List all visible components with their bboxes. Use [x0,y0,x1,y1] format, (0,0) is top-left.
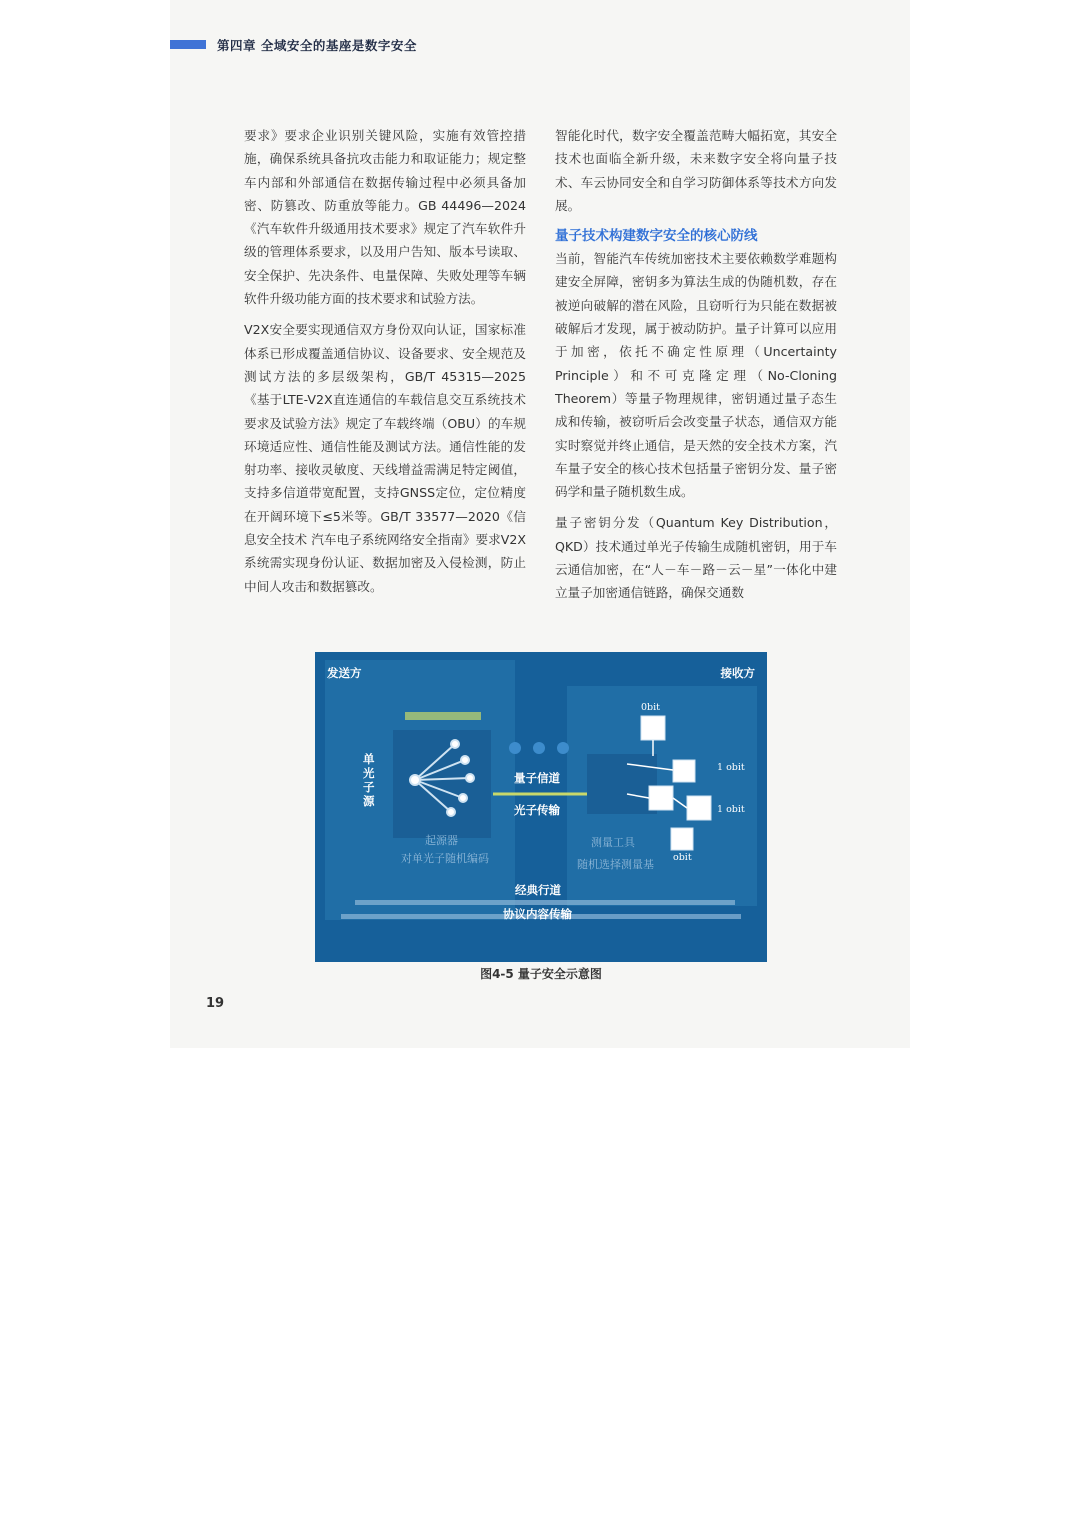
qubit-right-label-1: 1 obit [717,762,745,773]
right-paragraph-2: 当前，智能汽车传统加密技术主要依赖数学难题构建安全屏障，密钥多为算法生成的伪随机数，存在被逆向破解的潜在风险，且窃听行为只能在数据被破解后才发现，属于被动防护。量子计算可以应用于加密，依托不确定性原理（Uncertainty Principle）和不可克隆定理（No-Cloning Theorem）等量子物理规律，密钥通过量子态生成和传输，被窃听后会改变量子状态，通信双方能实时察觉并终止通信，是天然的安全技术方案，汽车量子安全的核心技术包括量子密钥分发、量子密码学和量子随机数生成。 [555,251,837,500]
measurement-title: 测量工具 [591,836,635,849]
qubit-top-label: 0bit [641,702,660,713]
classical-channel-line-1 [355,900,735,905]
quantum-security-diagram [315,652,767,962]
measurement-description: 随机选择测量基 [577,858,654,871]
modulator-box [393,730,491,838]
chapter-title: 第四章 全域安全的基座是数字安全 [217,38,417,53]
quantum-channel-label: 量子信道 [514,771,560,785]
right-paragraph-3: 量子密钥分发（Quantum Key Distribution，QKD）技术通过单光子传输生成随机密钥，用于车云通信加密，在“人－车－路－云－星”一体化中建立量子加密通信链路，确保交通数 [555,515,837,601]
receiver-label: 接收方 [720,666,755,680]
photon-source-label: 单光子源 [363,752,375,808]
qubit-right-label-2: 1 obit [717,804,745,815]
page-number: 19 [206,996,225,1011]
header-accent-bar [170,40,206,49]
modulator-title: 起源器 [425,834,458,847]
left-paragraph-2: V2X安全要实现通信双方身份双向认证，国家标准体系已形成覆盖通信协议、设备要求、安全规范及测试方法的多层级架构，GB/T 45315—2025《基于LTE-V2X直连通信的车载信息交互系统技术要求及试验方法》规定了车载终端（OBU）的车规环境适应性、通信性能及测试方法。通信性能的发射功率、接收灵敏度、天线增益需满足特定阈值，支持多信道带宽配置，支持GNSS定位，定位精度在开阔环境下≤5米等。GB/T 33577—2020《信息安全技术 汽车电子系统网络安全指南》要求V2X系统需实现身份认证、数据加密及入侵检测，防止中间人攻击和数据篡改。 [244,322,526,594]
qubit-bottom-label: obit [673,852,692,863]
right-paragraph-1: 智能化时代，数字安全覆盖范畴大幅拓宽，其安全技术也面临全新升级，未来数字安全将向量子技术、车云协同安全和自学习防御体系等技术方向发展。 [555,128,837,213]
modulator-description: 对单光子随机编码 [401,852,489,865]
right-column [555,124,837,613]
classical-channel-label: 经典行道 [515,883,561,897]
sender-label: 发送方 [327,666,362,680]
left-column [244,124,526,606]
channel-photons [509,742,569,754]
left-paragraph-1: 要求》要求企业识别关键风险，实施有效管控措施，确保系统具备抗攻击能力和取证能力；规定整车内部和外部通信在数据传输过程中必须具备加密、防篡改、防重放等能力。GB 44496—2024《汽车软件升级通用技术要求》规定了汽车软件升级的管理体系要求，以及用户告知、版本号读取、安全保护、先决条件、电量保障、失败处理等车辆软件升级功能方面的技术要求和试验方法。 [244,128,526,307]
source-beam [405,712,481,720]
section-title: 量子技术构建数字安全的核心防线 [555,228,758,245]
photon-transmission-label: 光子传输 [514,803,560,817]
figure-caption: 图4-5 量子安全示意图 [480,967,602,981]
measurement-box [587,754,657,814]
protocol-transmission-label: 协议内容传输 [503,907,572,921]
